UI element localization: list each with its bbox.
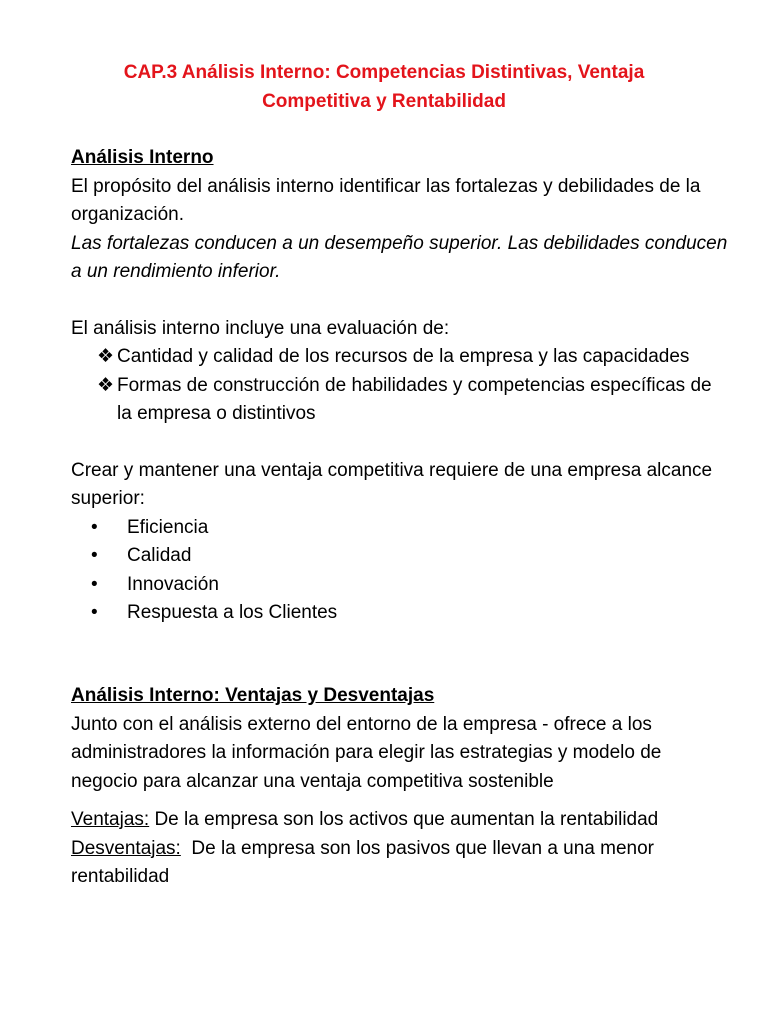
bullet-icon: • xyxy=(91,602,98,623)
list-item xyxy=(71,599,731,628)
list-item xyxy=(71,542,731,571)
bullet-list xyxy=(71,514,731,628)
section-heading: Análisis Interno xyxy=(71,147,214,168)
chapter-title xyxy=(60,58,708,116)
section-heading: Análisis Interno: Ventajas y Desventajas xyxy=(71,685,435,706)
list-item xyxy=(71,514,731,543)
italic-paragraph: Las fortalezas conducen a un desempeño superior. Las debilidades conducen a un rendimiento inferior. xyxy=(71,232,728,282)
list-item xyxy=(71,372,731,429)
section-analisis-interno xyxy=(71,144,731,628)
list-item-text: Formas de construcción de habilidades y competencias específicas de la empresa o distintivos xyxy=(117,374,712,424)
title-line-2: Competitiva y Rentabilidad xyxy=(262,91,506,112)
bullet-icon: • xyxy=(91,516,98,538)
diamond-bullet-icon: ❖ xyxy=(96,374,114,396)
diamond-list xyxy=(71,343,731,429)
desventajas-label: Desventajas: xyxy=(71,837,181,859)
desventajas-text: De la empresa son los pasivos que llevan a una menor rentabilidad xyxy=(71,837,660,887)
ventajas-text: De la empresa son los activos que aumentan la rentabilidad xyxy=(149,809,659,830)
paragraph: Junto con el análisis externo del entorno de la empresa - ofrece a los administradores la información para elegir las estrategias y modelo de negocio para alcanzar una ventaja competitiva sostenible xyxy=(71,713,662,792)
list-item-text: Calidad xyxy=(127,545,192,566)
section-ventajas-desventajas xyxy=(71,682,731,892)
desventajas-definition xyxy=(71,835,731,892)
list-item xyxy=(71,571,731,600)
list-item xyxy=(71,343,731,372)
bullet-icon: • xyxy=(91,545,98,566)
diamond-bullet-icon: ❖ xyxy=(96,346,114,367)
bullet-icon: • xyxy=(91,573,98,595)
paragraph: El propósito del análisis interno identificar las fortalezas y debilidades de la organización. xyxy=(71,175,701,225)
ventajas-definition xyxy=(71,806,731,835)
list-item-text: Respuesta a los Clientes xyxy=(127,602,338,623)
list-item-text: Eficiencia xyxy=(127,516,209,538)
list-item-text: Innovación xyxy=(127,573,219,595)
paragraph: Crear y mantener una ventaja competitiva requiere de una empresa alcance superior: xyxy=(71,459,713,509)
title-line-1: CAP.3 Análisis Interno: Competencias Distintivas, Ventaja xyxy=(123,62,645,83)
ventajas-label: Ventajas: xyxy=(71,809,150,830)
evaluation-intro: El análisis interno incluye una evaluación de: xyxy=(71,317,450,339)
list-item-text: Cantidad y calidad de los recursos de la empresa y las capacidades xyxy=(117,346,690,367)
